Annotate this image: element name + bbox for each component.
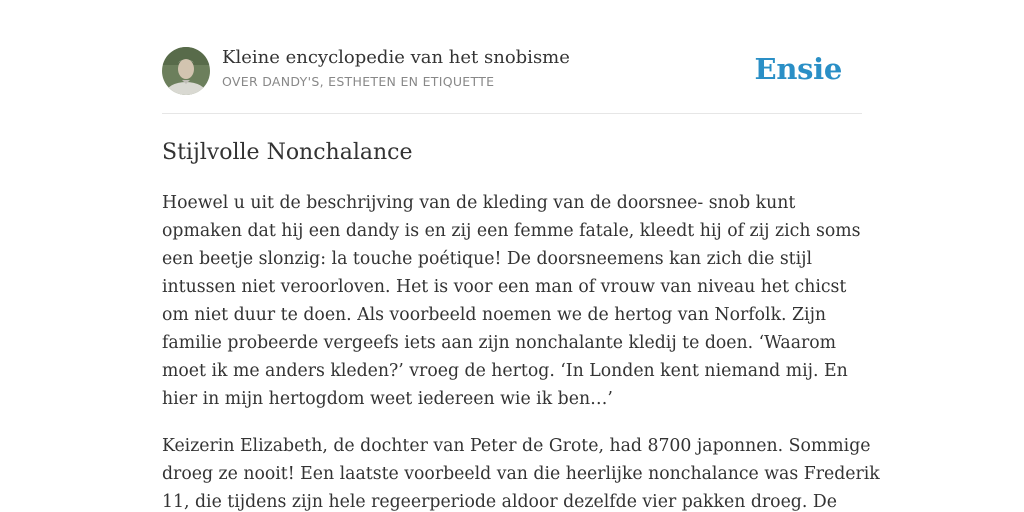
book-subtitle: OVER DANDY'S, ESTHETEN EN ETIQUETTE <box>222 74 495 89</box>
paragraph-line: hier in mijn hertogdom weet iedereen wie ik ben…’ <box>162 389 613 409</box>
paragraph-line: intussen niet veroorloven. Het is voor een man of vrouw van niveau het chicst <box>162 277 847 297</box>
paragraph-line: 11, die tijdens zijn hele regeerperiode aldoor dezelfde vier pakken droeg. De <box>162 492 837 512</box>
paragraph-line: Keizerin Elizabeth, de dochter van Peter de Grote, had 8700 japonnen. Sommige <box>162 436 871 456</box>
entry-paragraph <box>162 432 880 512</box>
book-title[interactable]: Kleine encyclopedie van het snobisme <box>222 47 570 68</box>
paragraph-line: familie probeerde vergeefs iets aan zijn nonchalante kledij te doen. ‘Waarom <box>162 333 837 353</box>
paragraph-line: opmaken dat hij een dandy is en zij een femme fatale, kleedt hij of zij zich soms <box>162 221 861 241</box>
author-portrait-icon[interactable] <box>162 47 210 95</box>
book-header <box>162 46 862 96</box>
entry-paragraph <box>162 189 862 413</box>
entry-title: Stijlvolle Nonchalance <box>162 140 413 165</box>
paragraph-line: Hoewel u uit de beschrijving van de kleding van de doorsnee- snob kunt <box>162 193 796 213</box>
brand-logo-link[interactable]: Ensie <box>754 52 842 86</box>
paragraph-line: droeg ze nooit! Een laatste voorbeeld van die heerlijke nonchalance was Frederik <box>162 464 880 484</box>
entry-body <box>162 189 880 512</box>
paragraph-line: moet ik me anders kleden?’ vroeg de hertog. ‘In Londen kent niemand mij. En <box>162 361 848 381</box>
paragraph-line: een beetje slonzig: la touche poétique! De doorsneemens kan zich die stijl <box>162 249 813 269</box>
paragraph-line: om niet duur te doen. Als voorbeeld noemen we de hertog van Norfolk. Zijn <box>162 305 827 325</box>
header-divider <box>162 113 862 114</box>
